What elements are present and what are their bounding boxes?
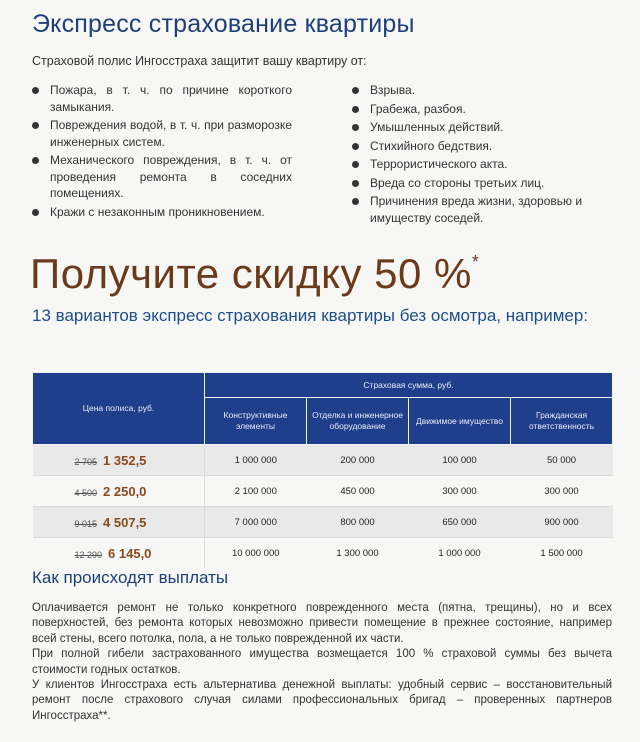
payouts-paragraph: Оплачивается ремонт не только конкретного поврежденного места (пятна, трещины), но и всех поверхностей, без ремонта которых невозможно привести помещение в прежнее состояние, например всей стены, всего потолка, пола, а не только поврежденной их части. [32,602,612,645]
bullet-icon [352,87,359,94]
bullet-icon [32,157,39,164]
column-header: Отделка и инженерное оборудование [307,398,409,445]
risks-list-left [30,82,292,222]
footnote-mark: * [471,252,480,272]
table-row [33,476,613,507]
risk-item: Повреждения водой, в т. ч. при разморозке инженерных систем. [30,117,292,150]
table-cell: 650 000 [409,507,511,538]
risk-item: Механического повреждения, в т. ч. от проведения ремонта в соседних помещениях. [30,152,292,202]
price-cell [33,538,205,569]
bullet-icon [32,87,39,94]
variants-heading: 13 вариантов экспресс страхования квартиры без осмотра, например: [32,306,589,325]
risk-item: Взрыва. [350,82,632,99]
new-price: 2 250,0 [103,483,147,499]
table-row [33,538,613,569]
table-cell: 10 000 000 [205,538,307,569]
payouts-paragraph: При полной гибели застрахованного имущества возмещается 100 % страховой суммы без вычета стоимости годных остатков. [32,648,612,676]
table-cell: 1 000 000 [409,538,511,569]
bullet-icon [32,122,39,129]
bullet-icon [32,209,39,216]
table-cell: 2 100 000 [205,476,307,507]
risk-item: Кражи с незаконным проникновением. [30,204,292,221]
table-cell: 300 000 [511,476,613,507]
bullet-icon [352,106,359,113]
page-title: Экспресс страхование квартиры [32,10,415,38]
table-cell: 7 000 000 [205,507,307,538]
table-row [33,445,613,476]
bullet-icon [352,180,359,187]
risks-list-right [350,82,632,228]
column-header: Гражданская ответственность [511,398,613,445]
payouts-paragraph: У клиентов Ингосстраха есть альтернатива денежной выплаты: удобный сервис – восстановительный ремонт после страхового случая силами профессиональных бригад – проверенных партнеров Ингосстраха**. [32,679,612,722]
table-cell: 450 000 [307,476,409,507]
price-cell [33,476,205,507]
sum-insured-header: Страховая сумма, руб. [205,373,613,398]
old-price: 12 290 [74,549,103,560]
payouts-text [32,601,612,724]
table-cell: 50 000 [511,445,613,476]
price-column-header: Цена полиса, руб. [33,373,205,445]
price-cell [33,445,205,476]
table-row [33,507,613,538]
old-price: 4 500 [74,487,98,498]
bullet-icon [352,124,359,131]
table-cell: 1 300 000 [307,538,409,569]
column-header: Конструктивные элементы [205,398,307,445]
price-cell [33,507,205,538]
risk-item: Умышленных действий. [350,119,632,136]
risk-item: Причинения вреда жизни, здоровью и имуществу соседей. [350,193,632,226]
table-cell: 200 000 [307,445,409,476]
old-price: 9 015 [74,518,98,529]
column-header: Движимое имущество [409,398,511,445]
new-price: 1 352,5 [103,452,147,468]
table-cell: 900 000 [511,507,613,538]
old-price: 2 705 [74,456,98,467]
risk-item: Стихийного бедствия. [350,138,632,155]
bullet-icon [352,198,359,205]
bullet-icon [352,161,359,168]
risk-item: Грабежа, разбоя. [350,101,632,118]
risk-item: Вреда со стороны третьих лиц. [350,175,632,192]
risk-item: Пожара, в т. ч. по причине короткого замыкания. [30,82,292,115]
table-cell: 800 000 [307,507,409,538]
table-cell: 1 500 000 [511,538,613,569]
intro-text: Страховой полис Ингосстраха защитит вашу квартиру от: [32,54,367,68]
table-cell: 300 000 [409,476,511,507]
risk-item: Террористического акта. [350,156,632,173]
table-cell: 1 000 000 [205,445,307,476]
new-price: 4 507,5 [103,514,147,530]
new-price: 6 145,0 [108,545,152,561]
pricing-table [32,372,613,568]
discount-headline: Получите скидку 50 %* [30,250,480,297]
table-cell: 100 000 [409,445,511,476]
bullet-icon [352,143,359,150]
payouts-heading: Как происходят выплаты [32,568,229,587]
